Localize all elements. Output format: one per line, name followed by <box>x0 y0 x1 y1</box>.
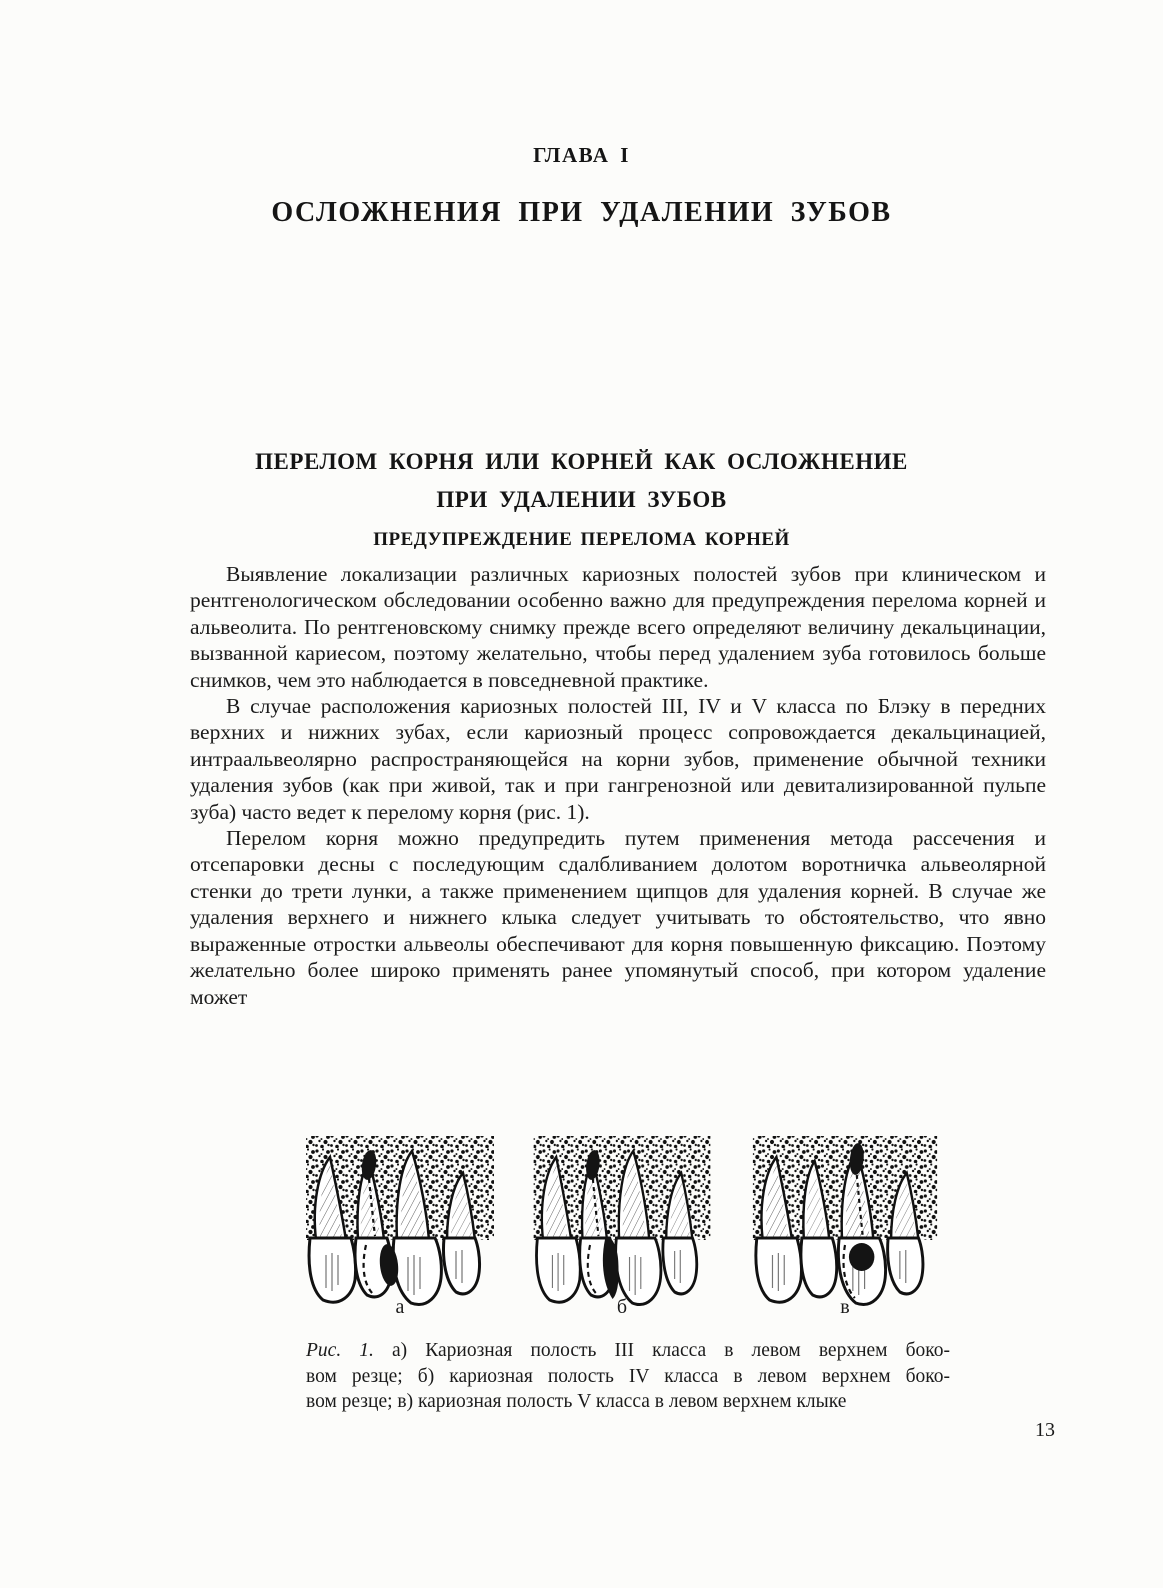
figure-caption-line2: вом резце; б) кариозная полость IV класса в левом верхнем боко- <box>306 1365 950 1387</box>
dental-illustration-c <box>747 1133 943 1308</box>
paragraph: В случае расположения кариозных полостей III, IV и V класса по Блэку в передних верхних и нижних зубах, если кариозный процесс сопровождается декальцинацией, интраальвеолярно распространяющейся на корни зубов, применение обычной техники удаления зубов (как при живой, так и при гангренозной или девитализированной пульпе зуба) часто ведет к перелому корня (рис. 1). <box>190 694 1046 824</box>
page-number: 13 <box>1035 1419 1055 1441</box>
figure-panel-label-a: а <box>395 1296 405 1318</box>
figure-caption-line1-rest: а) Кариозная полость III класса в левом верхнем боко- <box>373 1340 950 1361</box>
figure-caption-line1 <box>306 1338 950 1364</box>
chapter-label: ГЛАВА I <box>533 143 630 167</box>
body-text <box>190 561 1046 1010</box>
figure-panel-label-b: б <box>616 1296 628 1318</box>
paragraph: Перелом корня можно предупредить путем применения метода рассечения и отсепаровки десны с последующим сдалбливанием долотом воротничка альвеолярной стенки до трети лунки, а также применением щипцов для удаления корней. В случае же удаления верхнего и нижнего клыка следует учитывать то обстоятельство, что явно выраженные отростки альвеолы обеспечивают для корня повышенную фиксацию. Поэтому желательно более широко применять ранее упомянутый способ, при котором удаление может <box>190 826 1046 1009</box>
figure-panel-label-c: в <box>840 1296 850 1318</box>
subsection-title: ПРЕДУПРЕЖДЕНИЕ ПЕРЕЛОМА КОРНЕЙ <box>373 529 790 550</box>
section-title <box>0 443 1163 519</box>
paragraph: Выявление локализации различных кариозных полостей зубов при клиническом и рентгенологическом обследовании особенно важно для предупреждения перелома корней и альвеолита. По рентгеновскому снимку прежде всего определяют величину декальцинации, вызванной кариесом, поэтому желательно, чтобы перед удалением зуба готовилось больше снимков, чем это наблюдается в повседневной практике. <box>190 562 1046 692</box>
chapter-title: ОСЛОЖНЕНИЯ ПРИ УДАЛЕНИИ ЗУБОВ <box>271 197 892 228</box>
figure-caption-lead: Рис. 1. <box>306 1340 374 1361</box>
section-title-line2: ПРИ УДАЛЕНИИ ЗУБОВ <box>436 487 727 512</box>
section-title-line1: ПЕРЕЛОМ КОРНЯ ИЛИ КОРНЕЙ КАК ОСЛОЖНЕНИЕ <box>255 449 908 474</box>
dental-illustration-a <box>300 1133 500 1308</box>
figure-caption <box>306 1338 950 1415</box>
figure-caption-line3: вом резце; в) кариозная полость V класса в левом верхнем клыке <box>306 1391 847 1412</box>
dental-illustration-b <box>528 1133 716 1308</box>
